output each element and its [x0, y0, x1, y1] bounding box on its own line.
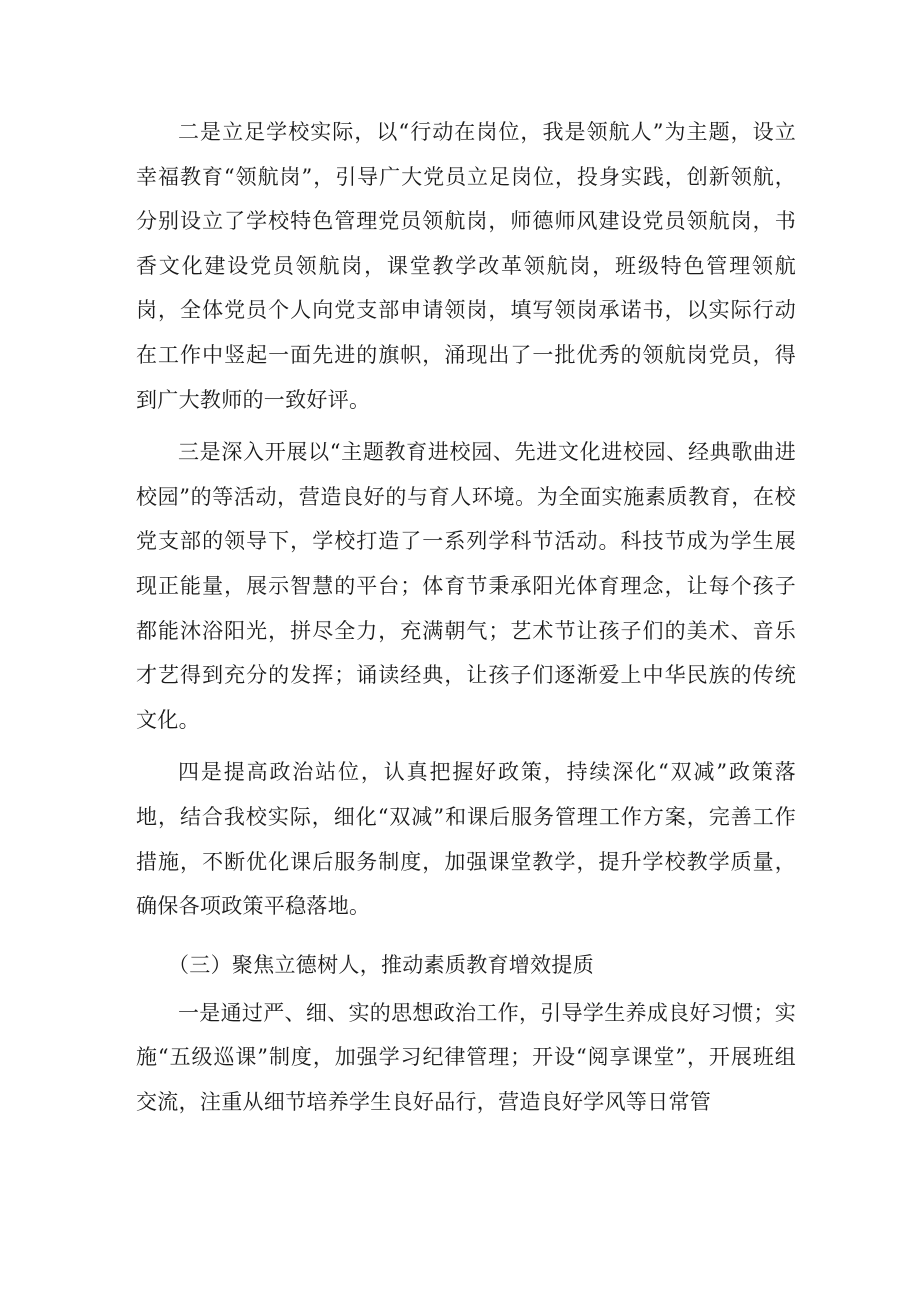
paragraph-two-leadership-posts: 二是立足学校实际，以“行动在岗位，我是领航人”为主题，设立幸福教育“领航岗”，引导广大党员立足岗位，投身实践，创新领航，分别设立了学校特色管理党员领航岗，师德师风建设党员领航岗，书香文化建设党员领航岗，课堂教学改革领航岗，班级特色管理领航岗，全体党员个人向党支部申请领岗，填写领岗承诺书，以实际行动在工作中竖起一面先进的旗帜，涌现出了一批优秀的领航岗党员，得到广大教师的一致好评。 — [136, 120, 796, 412]
paragraph-four-double-reduction: 四是提高政治站位，认真把握好政策，持续深化“双减”政策落地，结合我校实际，细化“双减”和课后服务管理工作方案，完善工作措施，不断优化课后服务制度，加强课堂教学，提升学校教学质量，确保各项政策平稳落地。 — [136, 760, 796, 919]
document-body — [136, 110, 796, 1124]
paragraph-three-campus-activities: 三是深入开展以“主题教育进校园、先进文化进校园、经典歌曲进校园”的等活动，营造良好的与育人环境。为全面实施素质教育，在校党支部的领导下，学校打造了一系列学科节活动。科技节成为学生展现正能量，展示智慧的平台；体育节秉承阳光体育理念，让每个孩子都能沐浴阳光，拼尽全力，充满朝气；艺术节让孩子们的美术、音乐才艺得到充分的发挥；诵读经典，让孩子们逐渐爱上中华民族的传统文化。 — [136, 440, 796, 732]
paragraph-one-moral-education: 一是通过严、细、实的思想政治工作，引导学生养成良好习惯；实施“五级巡课”制度，加强学习纪律管理；开设“阅享课堂”，开展班组交流，注重从细节培养学生良好品行，营造良好学风等日常管 — [136, 1000, 796, 1114]
section-heading-three: （三）聚焦立德树人，推动素质教育增效提质 — [168, 952, 594, 977]
